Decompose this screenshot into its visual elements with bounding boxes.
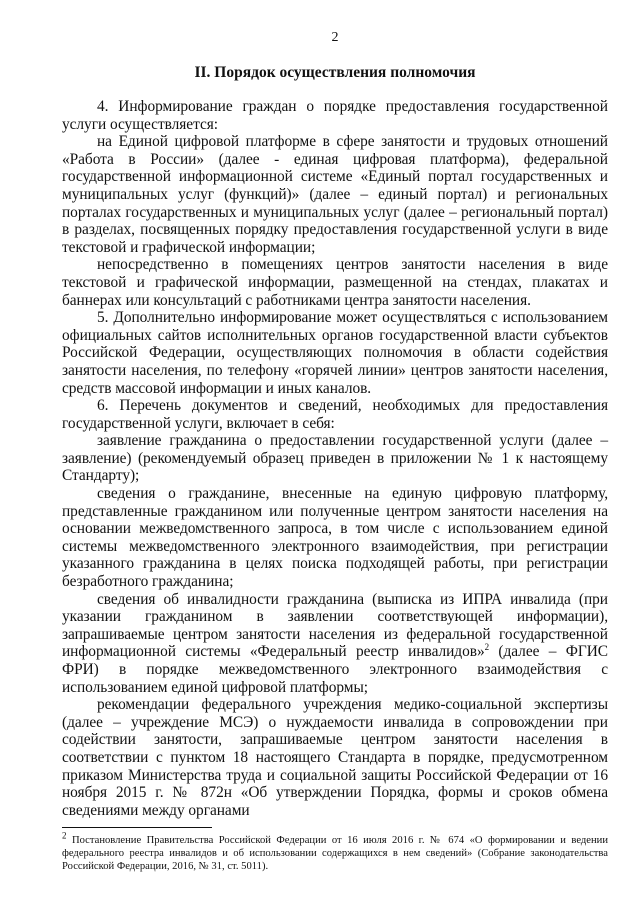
footnote-number: 2 — [62, 830, 67, 841]
page-number: 2 — [331, 30, 339, 45]
section-title: II. Порядок осуществления полномочия — [194, 64, 476, 81]
disability-info-text: сведения об инвалидности гражданина (выписка из ИПРА инвалида (при указании гражданином в заявлении соответствующей информации), запрашиваемые центром занятости населения из федеральной государственной информационной системы «Федеральный реестр инвалидов» — [62, 590, 608, 661]
footnote-text: Постановление Правительства Российской Федерации от 16 июля 2016 г. № 674 «О формировании и ведении федерального реестра инвалидов и об использовании содержащихся в нем сведений» (Собрание законодательства Российской Федерации, 2016, № 31, ст. 5011). — [62, 835, 608, 873]
paragraph-disability-info — [62, 591, 608, 697]
document-page — [62, 30, 608, 873]
paragraph-5: 5. Дополнительно информирование может осуществляться с использованием официальных сайтов исполнительных органов государственной власти субъектов Российской Федерации, осуществляющих полномочия в области содействия занятости населения, по телефону «горячей линии» центров занятости населения, средств массовой информации и иных каналов. — [62, 309, 608, 397]
footnote-ref: 2 — [484, 642, 490, 653]
paragraph-mse-recommendations: рекомендации федерального учреждения медико-социальной экспертизы (далее – учреждение МСЭ) о нуждаемости инвалида в сопровождении при содействии занятости, запрашиваемые центром занятости населения в соответствии с пунктом 18 настоящего Стандарта в порядке, предусмотренном приказом Министерства труда и социальной защиты Российской Федерации от 16 ноября 2015 г. № 872н «Об утверждении Порядка, формы и сроков обмена сведениями между органами — [62, 696, 608, 819]
paragraph-digital-platform: на Единой цифровой платформе в сфере занятости и трудовых отношений «Работа в России» (далее - единая цифровая платформа), федеральной государственной информационной системе «Единый портал государственных и муниципальных услуг (функций)» (далее – единый портал) и региональных порталах государственных и муниципальных услуг (далее – региональный портал) в разделах, посвященных порядку предоставления государственной услуги в виде текстовой и графической информации; — [62, 133, 608, 256]
paragraph-premises: непосредственно в помещениях центров занятости населения в виде текстовой и графической информации, размещенной на стендах, плакатах и баннерах или консультаций с работниками центра занятости населения. — [62, 256, 608, 309]
disability-info-text-cont: (далее – ФГИС ФРИ) в порядке межведомственного электронного взаимодействия с использованием единой цифровой платформы; — [62, 643, 608, 696]
footnote — [62, 830, 608, 873]
paragraph-6-intro: 6. Перечень документов и сведений, необходимых для предоставления государственной услуги, включает в себя: — [62, 397, 608, 432]
footnote-divider — [62, 827, 212, 828]
paragraph-application: заявление гражданина о предоставлении государственной услуги (далее – заявление) (рекомендуемый образец приведен в приложении № 1 к настоящему Стандарту); — [62, 432, 608, 485]
paragraph-citizen-info: сведения о гражданине, внесенные на единую цифровую платформу, представленные гражданином или полученные центром занятости населения на основании межведомственного запроса, в том числе с использованием единой системы межведомственного электронного взаимодействия, при регистрации указанного гражданина в целях поиска подходящей работы, при регистрации безработного гражданина; — [62, 485, 608, 591]
paragraph-4-intro: 4. Информирование граждан о порядке предоставления государственной услуги осуществляется: — [62, 98, 608, 133]
